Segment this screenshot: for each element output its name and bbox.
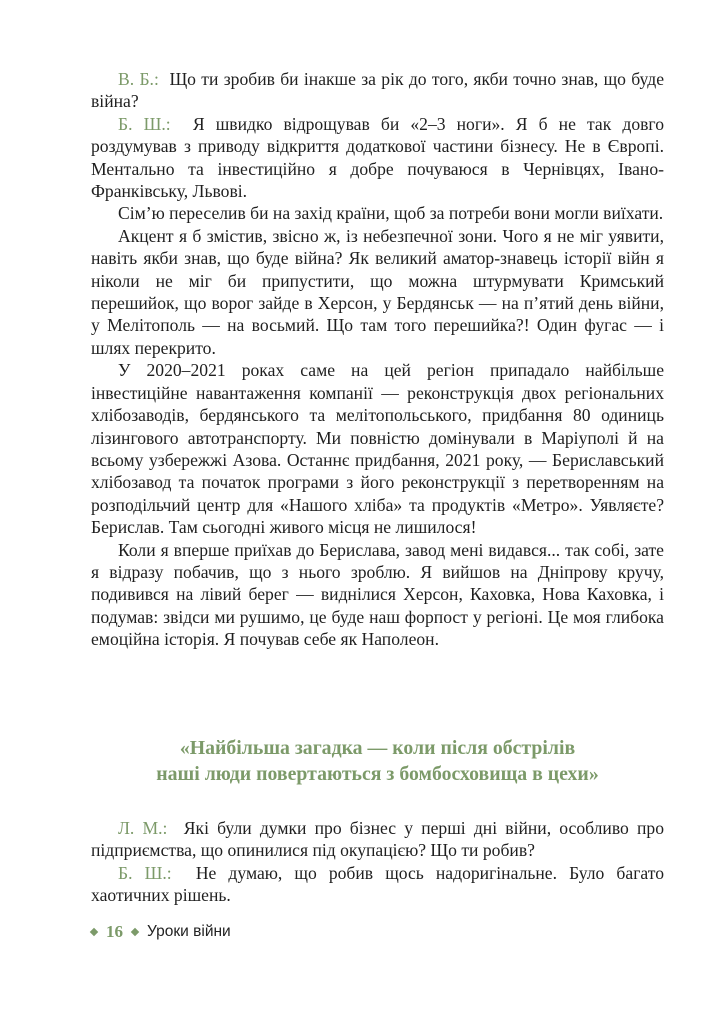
question-text: Які були думки про бізнес у перші дні війни, особливо про підприємства, що опинилися під окупацією? Що ти робив? xyxy=(91,818,664,861)
answer-text: Не думаю, що робив щось надоригінальне. Було багато хаотичних рішень. xyxy=(91,862,665,906)
paragraph: У 2020–2021 роках саме на цей регіон припадало найбільше інвестиційне навантаження компанії — реконструкція двох регіональних хлібозаводів, бердянського та мелітопольського, придбання 80 одиниць лізингового автотранспорту. Ми повністю домінували в Маріуполі й на всьому узбережжі Азова. Останнє придбання, 2021 року, — Бериславський хлібозавод та початок програми з його реконструкції з перетворенням на розподільчий центр для «Нашого хліба» та продуктів «Метро». Уявляєте? Берислав. Там сьогодні живого місця не лишилося! xyxy=(91,360,664,538)
diamond-icon xyxy=(131,928,139,936)
paragraph-text: Що ти зробив би інакше за рік до того, якби точно знав, що буде війна? xyxy=(91,69,664,112)
diamond-icon xyxy=(90,928,98,936)
answer-paragraph xyxy=(91,862,664,907)
paragraph: Акцент я б змістив, звісно ж, із небезпечної зони. Чого я не міг уявити, навіть якби знав, що буде війна? Як великий аматор-знавець історії війн я ніколи не міг би припустити, що можна штурмувати Кримський перешийок, що ворог зайде в Херсон, у Бердянськ — на п’ятий день війни, у Мелітополь — на восьмий. Що там того перешийка?! Один фугас — і шлях перекрито. xyxy=(91,225,664,358)
speaker-label: Б. Ш.: xyxy=(118,862,172,883)
interview-section xyxy=(91,817,664,907)
paragraph-text: Я швидко відрощував би «2–3 ноги». Я б не так довго роздумував з приводу відкриття додаткової частини бізнесу. Не в Європі. Ментально та інвестиційно я добре почуваюся в Чернівцях, Івано-Франківську, Львові. xyxy=(91,113,665,202)
main-text xyxy=(91,68,664,651)
speaker-label: Б. Ш.: xyxy=(118,113,171,134)
page-footer xyxy=(91,922,231,942)
speaker-label: В. Б.: xyxy=(118,69,159,89)
paragraph: Коли я вперше приїхав до Берислава, завод мені видався... так собі, зате я відразу побачив, що з нього зроблю. Я вийшов на Дніпрову кручу, подивився на лівий берег — виднілися Херсон, Каховка, Нова Каховка, і подумав: звідси ми рушимо, це буде наш форпост у регіоні. Це моя глибока емоційна історія. Я почував себе як Наполеон. xyxy=(91,539,664,650)
paragraph xyxy=(91,68,664,113)
page-number: 16 xyxy=(106,922,123,941)
section-heading xyxy=(91,735,664,787)
paragraph xyxy=(91,113,664,203)
book-title: Уроки війни xyxy=(147,923,231,940)
heading-line-1: «Найбільша загадка — коли після обстрілів xyxy=(179,737,576,759)
paragraph: Сім’ю переселив би на захід країни, щоб за потреби вони могли виїхати. xyxy=(118,203,664,224)
question-paragraph xyxy=(91,817,664,862)
speaker-label: Л. М.: xyxy=(118,818,168,838)
heading-line-2: наші люди повертаються з бомбосховища в цехи» xyxy=(156,763,599,785)
